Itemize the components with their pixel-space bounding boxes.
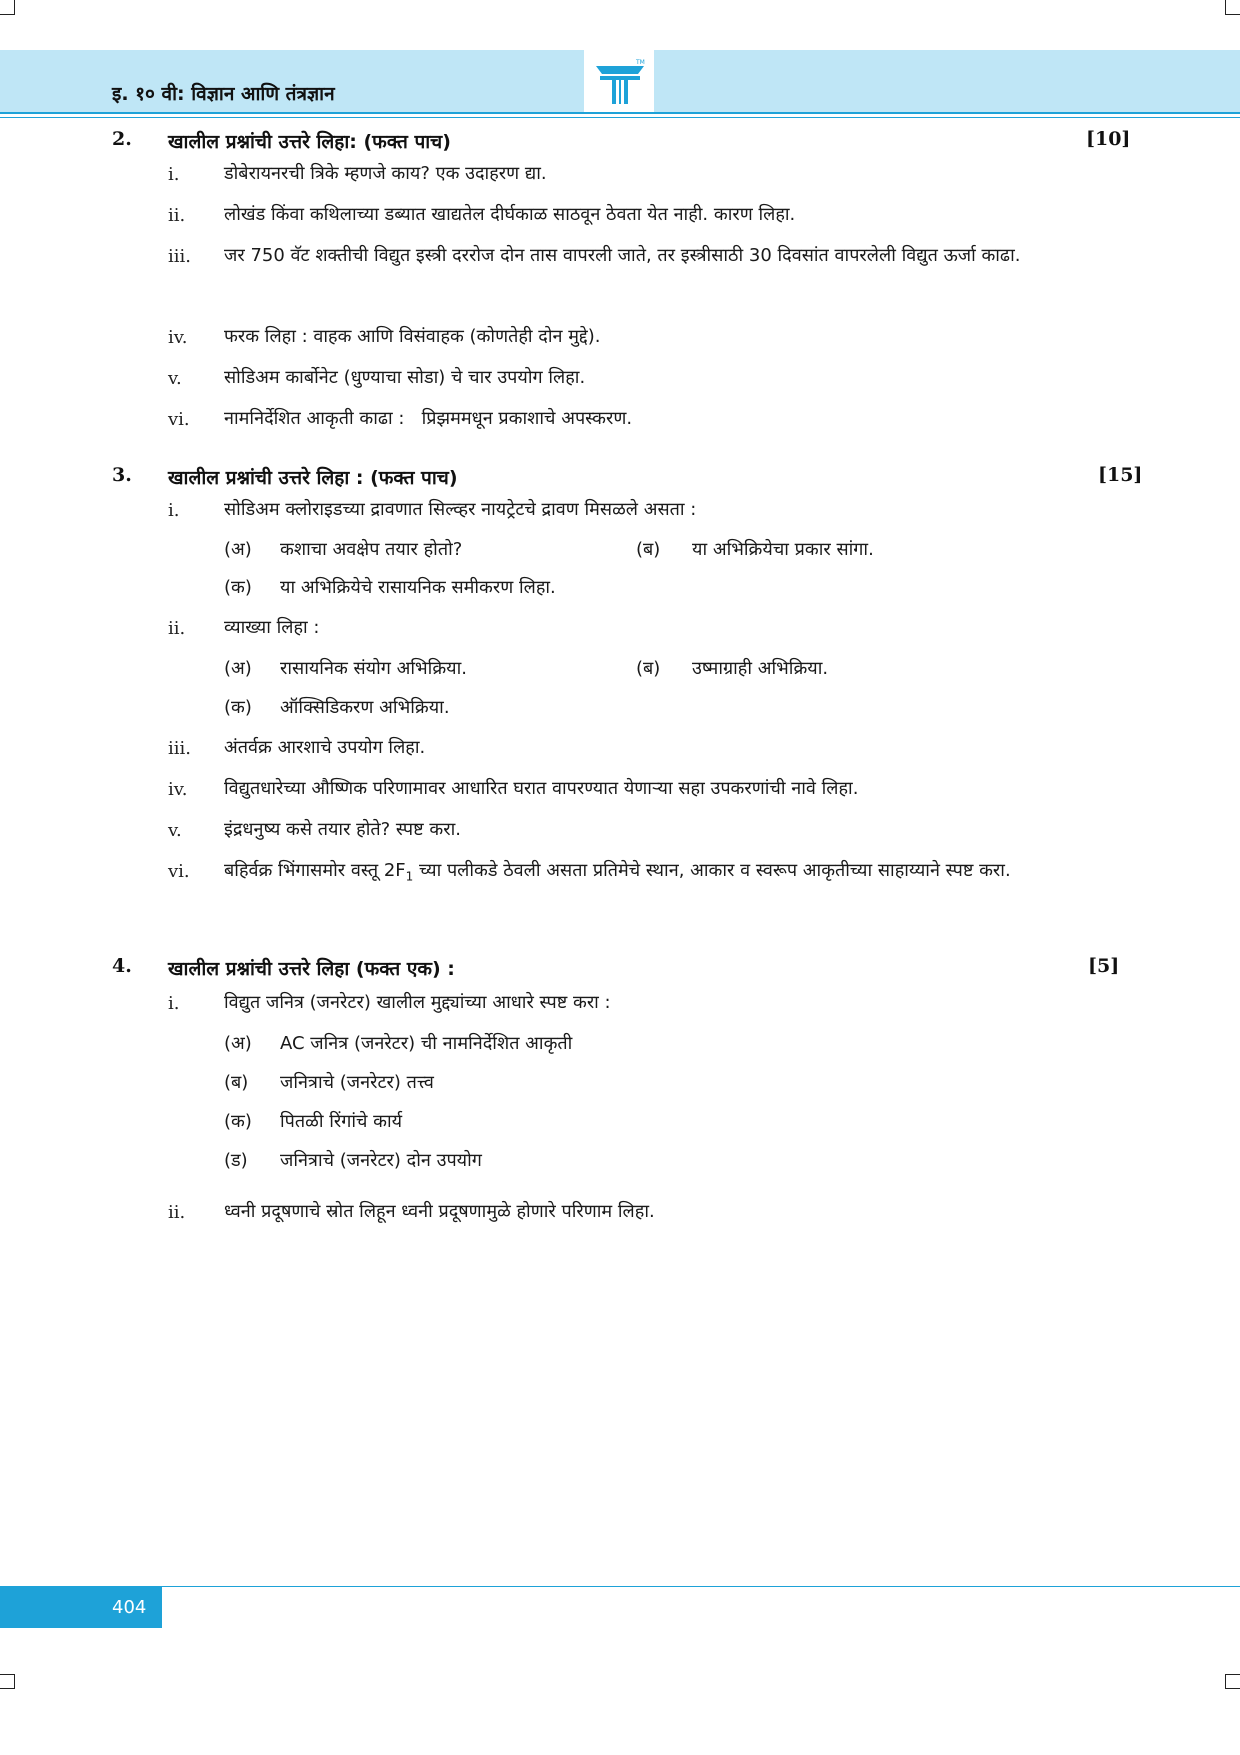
sub-question-label: (क) bbox=[224, 577, 252, 598]
section-title: खालील प्रश्नांची उत्तरे लिहा: (फक्त पाच) bbox=[168, 131, 451, 153]
question-number: i. bbox=[168, 993, 180, 1014]
section-marks: [5] bbox=[1088, 955, 1120, 977]
sub-question-text: ऑक्सिडिकरण अभिक्रिया. bbox=[280, 697, 450, 718]
question-text: इंद्रधनुष्य कसे तयार होते? स्पष्ट करा. bbox=[224, 819, 461, 840]
sub-question-text: रासायनिक संयोग अभिक्रिया. bbox=[280, 658, 467, 679]
book-title: इ. १० वी: विज्ञान आणि तंत्रज्ञान bbox=[112, 83, 335, 105]
question-text: सोडिअम क्लोराइडच्या द्रावणात सिल्व्हर नायट्रेटचे द्रावण मिसळले असता : bbox=[224, 499, 697, 520]
question-number: v. bbox=[168, 368, 182, 389]
question-number: v. bbox=[168, 820, 182, 841]
sub-question-text: पितळी रिंगांचे कार्य bbox=[280, 1111, 403, 1132]
question-text: अंतर्वक्र आरशाचे उपयोग लिहा. bbox=[224, 737, 426, 758]
section-marks: [15] bbox=[1098, 464, 1143, 486]
sub-question-label: (ब) bbox=[636, 539, 661, 560]
question-text: विद्युत जनित्र (जनरेटर) खालील मुद्द्यांच्या आधारे स्पष्ट करा : bbox=[224, 992, 611, 1013]
question-number: vi. bbox=[168, 409, 190, 430]
header-rule bbox=[0, 112, 1240, 114]
question-number: i. bbox=[168, 164, 180, 185]
section-title: खालील प्रश्नांची उत्तरे लिहा : (फक्त पाच) bbox=[168, 467, 458, 489]
header-rule-thin bbox=[0, 117, 1240, 118]
question-text-part: च्या पलीकडे ठेवली असता प्रतिमेचे स्थान, आकार व स्वरूप आकृतीच्या साहाय्याने स्पष्ट करा. bbox=[413, 860, 1011, 881]
question-number: ii. bbox=[168, 1202, 186, 1223]
sub-question-label: (ड) bbox=[224, 1150, 248, 1171]
sub-question-text: कशाचा अवक्षेप तयार होतो? bbox=[280, 539, 463, 560]
question-text bbox=[224, 851, 1054, 897]
question-number: iii. bbox=[168, 738, 191, 759]
question-number: iv. bbox=[168, 779, 188, 800]
question-text: लोखंड किंवा कथिलाच्या डब्यात खाद्यतेल दीर्घकाळ साठवून ठेवता येत नाही. कारण लिहा. bbox=[224, 204, 796, 225]
question-number: i. bbox=[168, 500, 180, 521]
sub-question-text: AC जनित्र (जनरेटर) ची नामनिर्देशित आकृती bbox=[280, 1033, 573, 1054]
question-text: व्याख्या लिहा : bbox=[224, 617, 320, 638]
question-text: नामनिर्देशित आकृती काढा : प्रिझममधून प्रकाशाचे अपस्करण. bbox=[224, 408, 633, 429]
sub-question-text: जनित्राचे (जनरेटर) दोन उपयोग bbox=[280, 1150, 482, 1171]
crop-mark-top-left bbox=[0, 0, 15, 15]
section-title: खालील प्रश्नांची उत्तरे लिहा (फक्त एक) : bbox=[168, 958, 455, 980]
crop-mark-top-right bbox=[1225, 0, 1240, 15]
question-number: ii. bbox=[168, 618, 186, 639]
sub-question-label: (क) bbox=[224, 1111, 252, 1132]
sub-question-text: या अभिक्रियेचे रासायनिक समीकरण लिहा. bbox=[280, 577, 556, 598]
question-number: iii. bbox=[168, 246, 191, 267]
sub-question-label: (ब) bbox=[224, 1072, 249, 1093]
sub-question-label: (ब) bbox=[636, 658, 661, 679]
sub-question-label: (अ) bbox=[224, 658, 252, 679]
sub-question-text: या अभिक्रियेचा प्रकार सांगा. bbox=[692, 539, 874, 560]
section-number: 2. bbox=[112, 128, 132, 150]
section-number: 3. bbox=[112, 464, 132, 486]
section-number: 4. bbox=[112, 955, 132, 977]
publisher-logo bbox=[584, 50, 654, 112]
sub-question-label: (अ) bbox=[224, 539, 252, 560]
question-text: जर 750 वॅट शक्तीची विद्युत इस्त्री दररोज दोन तास वापरली जाते, तर इस्त्रीसाठी 30 दिवसांत वापरलेली विद्युत ऊर्जा काढा. bbox=[224, 245, 1021, 266]
crop-mark-bottom-right bbox=[1225, 1674, 1240, 1689]
question-text-part: बहिर्वक्र भिंगासमोर वस्तू 2F bbox=[224, 860, 406, 881]
question-number: ii. bbox=[168, 205, 186, 226]
question-number: vi. bbox=[168, 861, 190, 882]
question-number: iv. bbox=[168, 327, 188, 348]
section-marks: [10] bbox=[1086, 128, 1131, 150]
question-text: ध्वनी प्रदूषणाचे स्रोत लिहून ध्वनी प्रदूषणामुळे होणारे परिणाम लिहा. bbox=[224, 1201, 655, 1222]
footer-rule bbox=[0, 1586, 1240, 1587]
sub-question-text: उष्माग्राही अभिक्रिया. bbox=[692, 658, 829, 679]
crop-mark-bottom-left bbox=[0, 1674, 15, 1689]
question-text: विद्युतधारेच्या औष्णिक परिणामावर आधारित घरात वापरण्यात येणाऱ्या सहा उपकरणांची नावे लिहा. bbox=[224, 778, 859, 799]
question-text: डोबेरायनरची त्रिके म्हणजे काय? एक उदाहरण द्या. bbox=[224, 163, 547, 184]
question-text: सोडिअम कार्बोनेट (धुण्याचा सोडा) चे चार उपयोग लिहा. bbox=[224, 367, 586, 388]
subscript: 1 bbox=[405, 869, 414, 884]
pillar-logo-icon bbox=[594, 56, 646, 108]
trademark-mark: TM bbox=[636, 59, 645, 66]
sub-question-label: (अ) bbox=[224, 1033, 252, 1054]
page-number: 404 bbox=[112, 1597, 147, 1618]
question-text: फरक लिहा : वाहक आणि विसंवाहक (कोणतेही दोन मुद्दे). bbox=[224, 326, 601, 347]
sub-question-label: (क) bbox=[224, 697, 252, 718]
sub-question-text: जनित्राचे (जनरेटर) तत्त्व bbox=[280, 1072, 434, 1093]
